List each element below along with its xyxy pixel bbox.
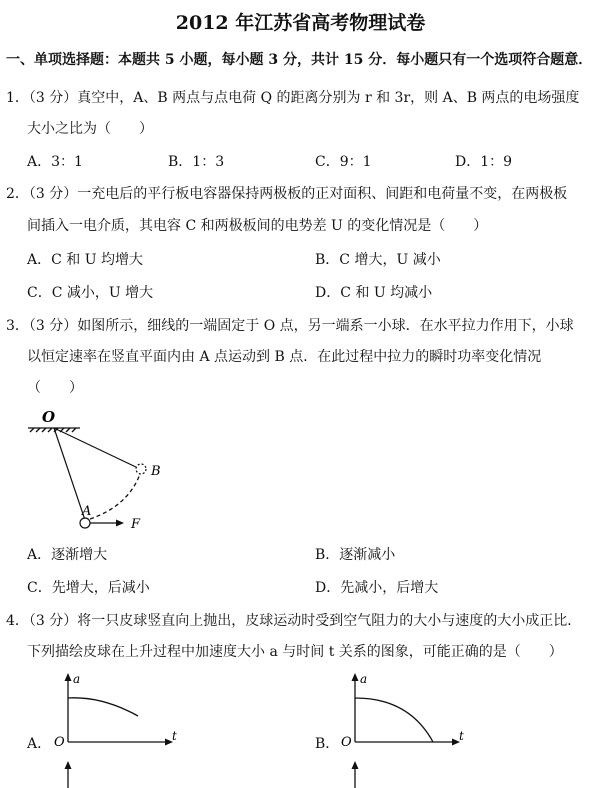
question-2-option-c: C．C 减小，U 增大 [27, 285, 154, 301]
graph-b-option-label: B． [315, 736, 340, 752]
question-1-line-2: 大小之比为（ ） [27, 121, 153, 137]
arc-path [90, 474, 140, 519]
graph-a-origin-label: O [54, 735, 65, 750]
question-1-line-1: 1．（3 分）真空中，A、B 两点与点电荷 Q 的距离分别为 r 和 3r，则 A、B 两点的电场强度 [6, 90, 580, 106]
graph-d-partial [347, 760, 377, 788]
ball-b [136, 464, 146, 474]
question-2-line-1: 2．（3 分）一充电后的平行板电容器保持两极板的正对面积、间距和电荷量不变，在两极板 [6, 186, 568, 202]
label-f: F [131, 517, 141, 532]
question-2-option-d: D．C 和 U 均减小 [315, 285, 433, 301]
graph-b-y-arrowhead [352, 673, 359, 681]
graph-b-x-label: t [459, 729, 464, 743]
question-1-option-d: D．1：9 [455, 154, 513, 170]
question-1-option-b: B．1：3 [168, 154, 225, 170]
question-3-line-3: （ ） [27, 380, 83, 396]
graph-b-origin-label: O [341, 735, 352, 750]
graph-a-option-label: A． [27, 736, 52, 752]
string-to-b [54, 428, 138, 468]
graph-c-partial [60, 760, 90, 788]
question-3-option-a: A．逐渐增大 [27, 547, 108, 563]
question-3-option-b: B．逐渐减小 [315, 547, 396, 563]
label-o: O [42, 408, 56, 426]
graph-b [339, 670, 479, 750]
question-3-option-d: D．先减小，后增大 [315, 580, 439, 596]
ball-a [80, 518, 90, 528]
page-title: 2012 年江苏省高考物理试卷 [175, 12, 426, 34]
graph-a-y-label: a [73, 672, 81, 686]
question-4-line-1: 4．（3 分）将一只皮球竖直向上抛出，皮球运动时受到空气阻力的大小与速度的大小成正比． [6, 613, 582, 629]
question-2-option-a: A．C 和 U 均增大 [27, 252, 143, 268]
force-arrowhead [116, 520, 124, 527]
graph-c-y-arrowhead [65, 761, 72, 769]
question-3-option-c: C．先增大，后减小 [27, 580, 150, 596]
section-heading: 一、单项选择题：本题共 5 小题，每小题 3 分，共计 15 分．每小题只有一个选项符合题意． [6, 52, 593, 68]
question-2-line-2: 间插入一电介质，其电容 C 和两极板间的电势差 U 的变化情况是（ ） [27, 218, 488, 234]
question-2-option-b: B．C 增大，U 减小 [315, 252, 441, 268]
graph-a-curve [68, 698, 138, 716]
question-3-line-2: 以恒定速率在竖直平面内由 A 点运动到 B 点．在此过程中拉力的瞬时功率变化情况 [27, 349, 542, 365]
pendulum-figure [20, 402, 190, 537]
question-1-option-c: C．9：1 [315, 154, 372, 170]
graph-a-y-arrowhead [65, 673, 72, 681]
string-to-a [54, 428, 85, 520]
question-3-line-1: 3．（3 分）如图所示，细线的一端固定于 O 点，另一端系一小球．在水平拉力作用下，小球 [6, 318, 574, 334]
graph-d-y-arrowhead [352, 761, 359, 769]
label-a: A [82, 504, 92, 519]
label-b: B [151, 464, 161, 479]
graph-b-y-label: a [360, 672, 368, 686]
graph-a-x-label: t [172, 729, 177, 743]
graph-a [52, 670, 192, 750]
question-1-option-a: A．3：1 [27, 154, 83, 170]
question-4-line-2: 下列描绘皮球在上升过程中加速度大小 a 与时间 t 关系的图象，可能正确的是（ ） [27, 644, 563, 660]
graph-b-curve [355, 698, 433, 742]
